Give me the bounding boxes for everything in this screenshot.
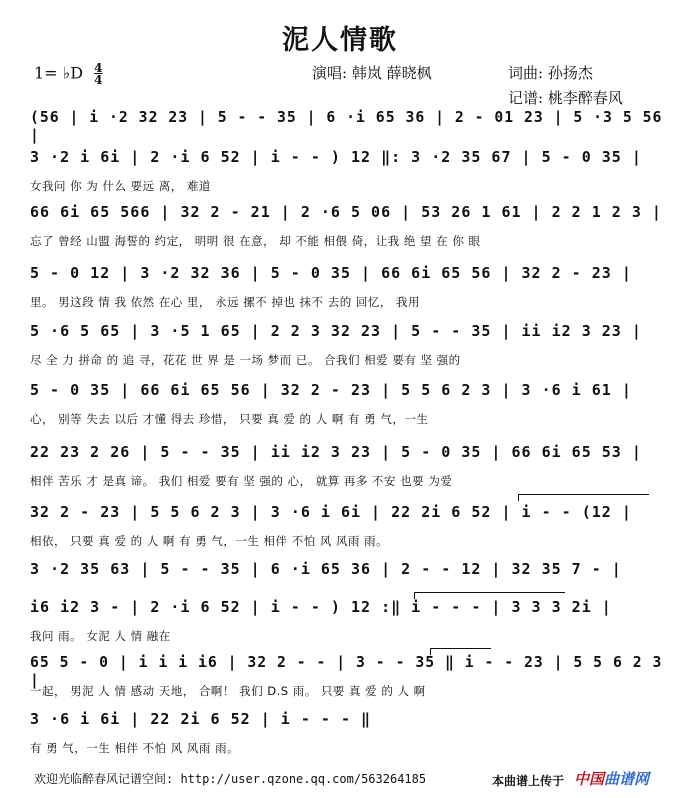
lyrics-line: 我问 雨。 女泥 人 情 融在 <box>30 629 171 643</box>
logo-site: 曲谱网 <box>604 770 650 788</box>
upload-label: 本曲谱上传于 <box>492 774 565 788</box>
time-signature-bottom: 4 <box>94 73 103 87</box>
staff-line <box>0 503 680 567</box>
staff-line <box>0 264 680 328</box>
notation-line: 32 2 - 23 | 5 5 6 2 3 | 3 ·6 i 6i | 22 2i 6 52 | i - - (12 | <box>30 503 632 521</box>
singers-credit: 演唱: 韩岚 薛晓枫 <box>312 64 432 82</box>
time-signature <box>94 62 102 86</box>
lyrics-line: 尽 全 力 拼命 的 追 寻，花花 世 界 是 一场 梦而 已。 合我们 相爱 要有 坚 强的 <box>30 353 461 367</box>
lyrics-line: 里。 男这段 情 我 依然 在心 里， 永远 摞不 掉也 抹不 去的 回忆， 我用 <box>30 295 421 309</box>
key-label: 1= ♭D <box>34 63 84 83</box>
notation-line: 22 23 2 26 | 5 - - 35 | ii i2 3 23 | 5 - 0 35 | 66 6i 65 53 | <box>30 443 642 461</box>
staff-line <box>0 381 680 445</box>
staff-line <box>0 710 680 774</box>
logo-cn: 中国 <box>574 770 605 788</box>
composer-credit: 词曲: 孙扬杰 <box>508 64 593 82</box>
staff-line <box>0 203 680 267</box>
notation-line: 5 - 0 35 | 66 6i 65 56 | 32 2 - 23 | 5 5 6 2 3 | 3 ·6 i 61 | <box>30 381 632 399</box>
notator-credit: 记谱: 桃李醉春风 <box>508 89 623 107</box>
lyrics-line: 一起， 男泥 人 情 感动 天地， 合啊！ 我们 D.S 雨。 只要 真 爱 的 人 啊 <box>30 684 426 698</box>
volta-bracket <box>414 592 565 599</box>
lyrics-line: 相依， 只要 真 爱 的 人 啊 有 勇 气，一生 相伴 不怕 风 风雨 雨。 <box>30 534 389 548</box>
site-logo[interactable] <box>574 768 649 789</box>
notation-line: 65 5 - 0 | i i i i6 | 32 2 - - | 3 - - 35 ‖ i - - 23 | 5 5 6 2 3 | <box>30 653 663 689</box>
song-title: 泥人情歌 <box>282 25 398 56</box>
time-signature-top: 4 <box>94 61 103 75</box>
key-signature <box>34 62 103 86</box>
staff-line <box>0 653 680 717</box>
lyrics-line: 有 勇 气，一生 相伴 不怕 风 风雨 雨。 <box>30 741 240 755</box>
volta-bracket <box>518 494 649 501</box>
notation-line: 3 ·2 i 6i | 2 ·i 6 52 | i - - ) 12 ‖: 3 ·2 35 67 | 5 - 0 35 | <box>30 148 642 166</box>
lyrics-line: 心， 别等 失去 以后 才懂 得去 珍惜， 只要 真 爱 的 人 啊 有 勇 气，一生 <box>30 412 429 426</box>
lyrics-line: 相伴 苦乐 才 是真 谛。 我们 相爱 要有 坚 强的 心， 就算 再多 不安 也要 为爱 <box>30 474 453 488</box>
notation-line: 5 ·6 5 65 | 3 ·5 1 65 | 2 2 3 32 23 | 5 - - 35 | ii i2 3 23 | <box>30 322 642 340</box>
lyrics-line: 女我问 你 为 什么 要远 离， 难道 <box>30 179 211 193</box>
notation-line: 66 6i 65 566 | 32 2 - 21 | 2 ·6 5 06 | 53 26 1 61 | 2 2 1 2 3 | <box>30 203 662 221</box>
lyrics-line: 忘了 曾经 山盟 海誓的 约定， 明明 很 在意， 却 不能 相偎 倚，让我 绝 望 在 你 眼 <box>30 234 481 248</box>
notation-line: (56 | i ·2 32 23 | 5 - - 35 | 6 ·i 65 36 | 2 - 01 23 | 5 ·3 5 56 | <box>30 108 663 144</box>
footer-site-text: 欢迎光临醉春风记谱空间: http://user.qzone.qq.com/563264185 <box>34 772 427 786</box>
notation-line: 3 ·6 i 6i | 22 2i 6 52 | i - - - ‖ <box>30 710 372 728</box>
notation-line: 5 - 0 12 | 3 ·2 32 36 | 5 - 0 35 | 66 6i 65 56 | 32 2 - 23 | <box>30 264 632 282</box>
volta-bracket <box>430 648 491 655</box>
notation-line: i6 i2 3 - | 2 ·i 6 52 | i - - ) 12 :‖ i - - - | 3 3 3 2i | <box>30 598 612 616</box>
staff-line <box>0 322 680 386</box>
notation-line: 3 ·2 35 63 | 5 - - 35 | 6 ·i 65 36 | 2 - - 12 | 32 35 7 - | <box>30 560 622 578</box>
